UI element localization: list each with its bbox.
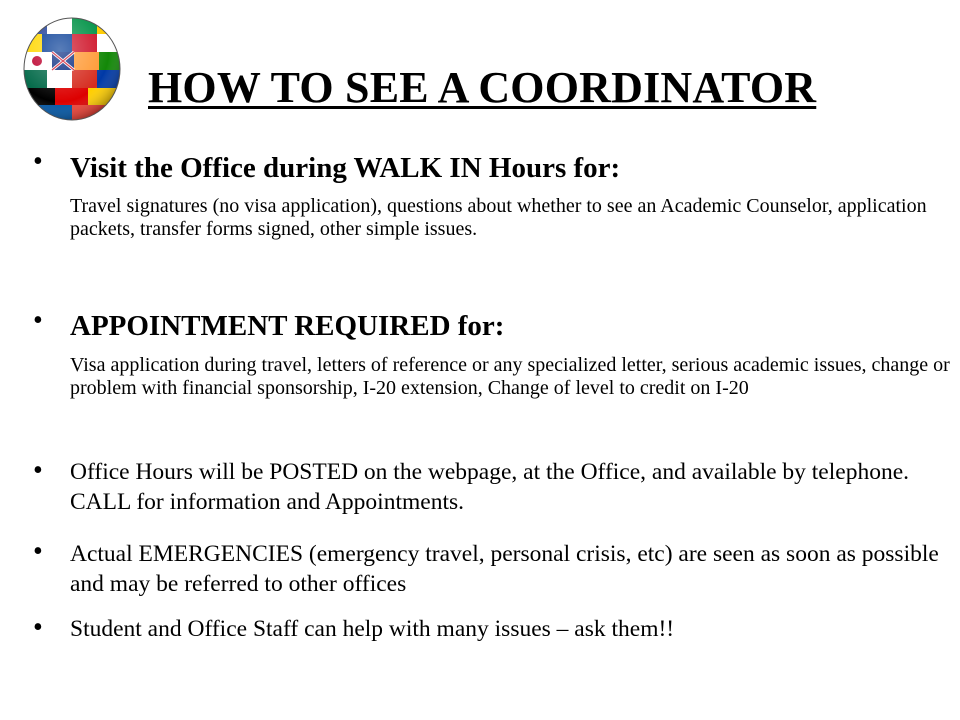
emergencies-item: Actual EMERGENCIES (emergency travel, personal crisis, etc) are seen as soon as possible and may be referred to other offices [70,541,939,597]
appointment-detail: Visa application during travel, letters of reference or any specialized letter, serious academic issues, change or problem with financial sponsorship, I-20 extension, Change of level to credit on I-20 [70,354,950,399]
bullet-marker: • [33,146,43,177]
slide-title: HOW TO SEE A COORDINATOR [148,63,817,112]
walk-in-detail: Travel signatures (no visa application), questions about whether to see an Academic Counselor, application packets, transfer forms signed, other simple issues. [70,195,927,240]
walk-in-heading: Visit the Office during WALK IN Hours for: [70,152,621,184]
office-hours-item: Office Hours will be POSTED on the webpage, at the Office, and available by telephone. CALL for information and Appointments. [70,459,910,515]
appointment-heading: APPOINTMENT REQUIRED for: [70,310,505,342]
bullet-marker: • [33,455,43,486]
flag-globe-icon [22,16,122,122]
bullet-marker: • [33,612,43,643]
bullet-marker: • [33,536,43,567]
bullet-marker: • [33,305,43,336]
staff-help-item: Student and Office Staff can help with many issues – ask them!! [70,616,675,642]
